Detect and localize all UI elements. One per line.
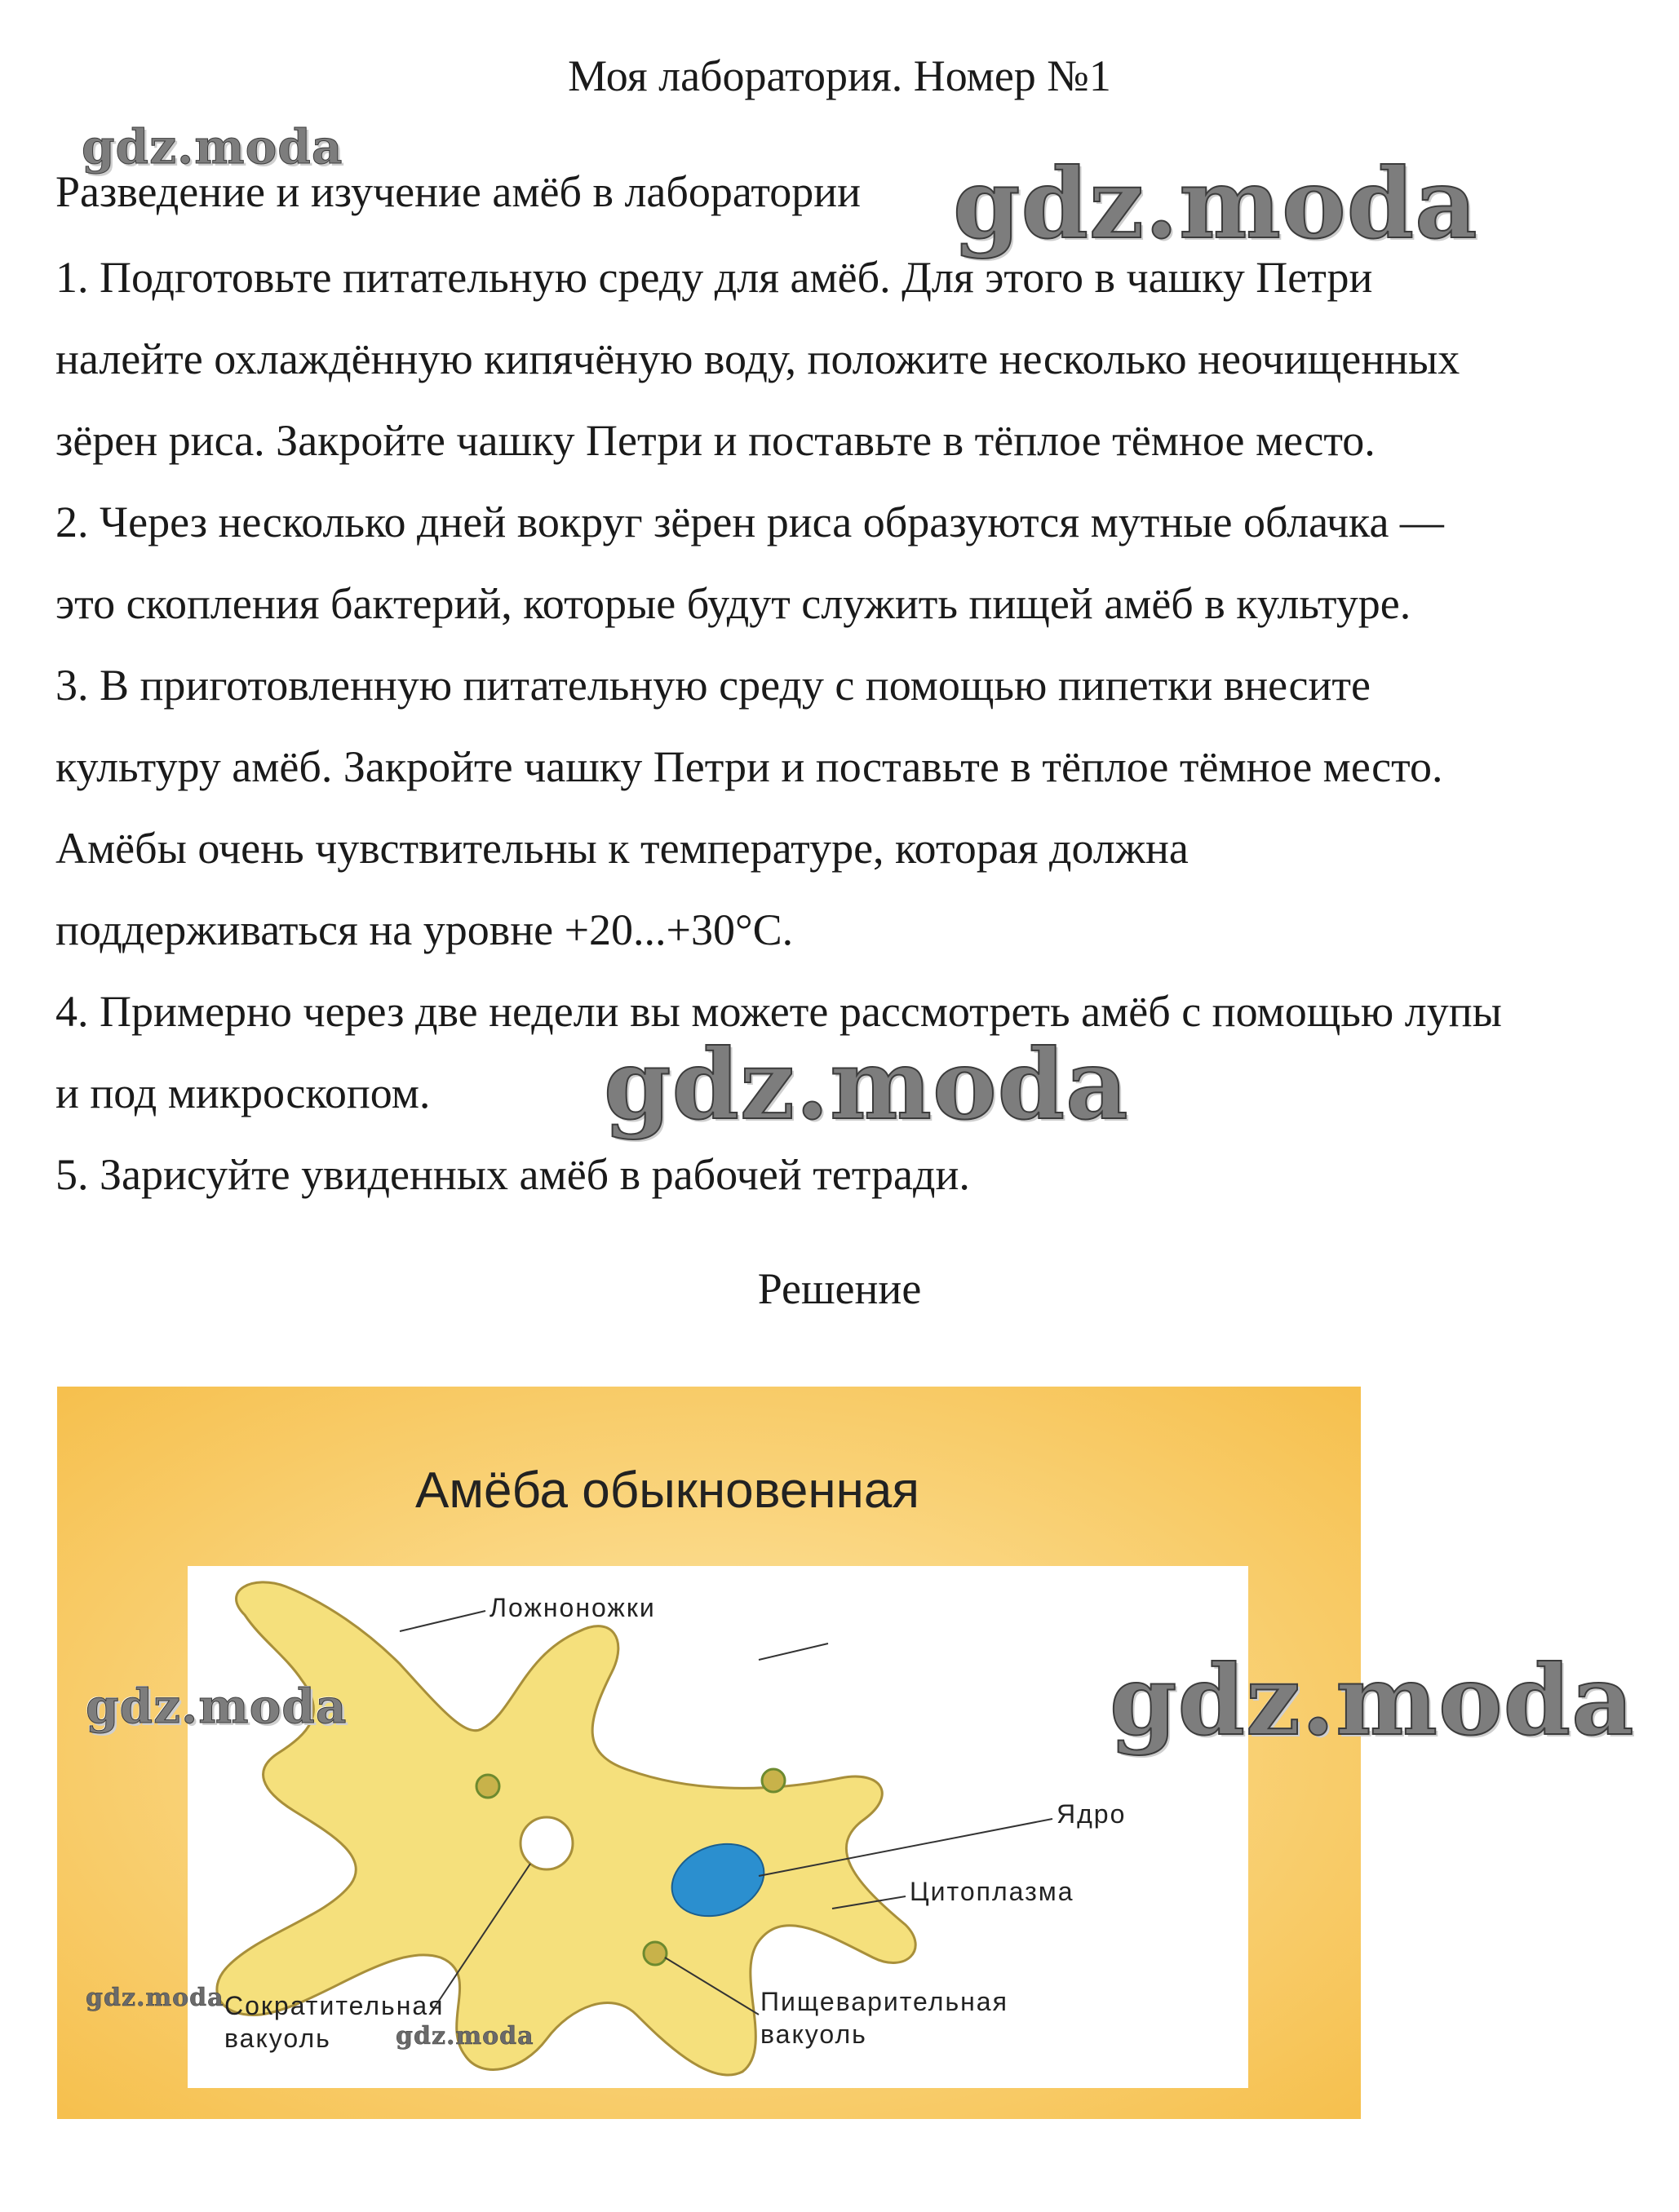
instruction-line: налейте охлаждённую кипячёную воду, положите несколько неочищенных [55, 334, 1460, 383]
contractile-vacuole [521, 1817, 573, 1869]
label-cytoplasm: Цитоплазма [910, 1877, 1074, 1906]
watermark: gdz.moda [604, 1028, 1129, 1141]
watermark: gdz.moda [86, 1679, 348, 1734]
digestive-vacuole [644, 1942, 667, 1965]
instruction-line: 1. Подготовьте питательную среду для амёб. Для этого в чашку Петри [55, 253, 1373, 302]
watermark: gdz.moda [86, 1984, 224, 2012]
instruction-line: 5. Зарисуйте увиденных амёб в рабочей тетради. [55, 1150, 970, 1199]
watermark: gdz.moda [953, 147, 1478, 260]
watermark: gdz.moda [82, 119, 343, 175]
instruction-line: это скопления бактерий, которые будут служить пищей амёб в культуре. [55, 579, 1411, 628]
instruction-line: Амёбы очень чувствительны к температуре, которая должна [55, 824, 1189, 873]
watermark: gdz.moda [396, 2022, 534, 2051]
digestive-vacuole [476, 1775, 499, 1798]
label-contractile-vacuole-2: вакуоль [224, 2024, 331, 2053]
task-subtitle: Разведение и изучение амёб в лаборатории [55, 167, 862, 216]
instruction-line: культуру амёб. Закройте чашку Петри и поставьте в тёплое тёмное место. [55, 742, 1443, 791]
label-contractile-vacuole: Сократительная [224, 1991, 445, 2020]
page-title: Моя лаборатория. Номер №1 [568, 51, 1111, 100]
instruction-line: 2. Через несколько дней вокруг зёрен риса образуются мутные облачка — [55, 498, 1444, 546]
solution-label: Решение [757, 1264, 922, 1313]
instruction-line: зёрен риса. Закройте чашку Петри и поставьте в тёплое тёмное место. [55, 416, 1376, 465]
watermark: gdz.moda [1110, 1644, 1635, 1757]
instruction-line: поддерживаться на уровне +20...+30°C. [55, 905, 794, 954]
label-digestive-vacuole-2: вакуоль [760, 2020, 867, 2049]
label-pseudopods: Ложноножки [490, 1593, 656, 1622]
instruction-line: 3. В приготовленную питательную среду с помощью пипетки внесите [55, 661, 1371, 710]
instruction-line: 4. Примерно через две недели вы можете рассмотреть амёб с помощью лупы [55, 987, 1502, 1036]
instruction-line: и под микроскопом. [55, 1068, 431, 1117]
label-nucleus: Ядро [1057, 1799, 1127, 1829]
digestive-vacuole [762, 1769, 785, 1792]
figure-title: Амёба обыкновенная [415, 1462, 919, 1519]
label-digestive-vacuole: Пищеварительная [760, 1987, 1008, 2016]
